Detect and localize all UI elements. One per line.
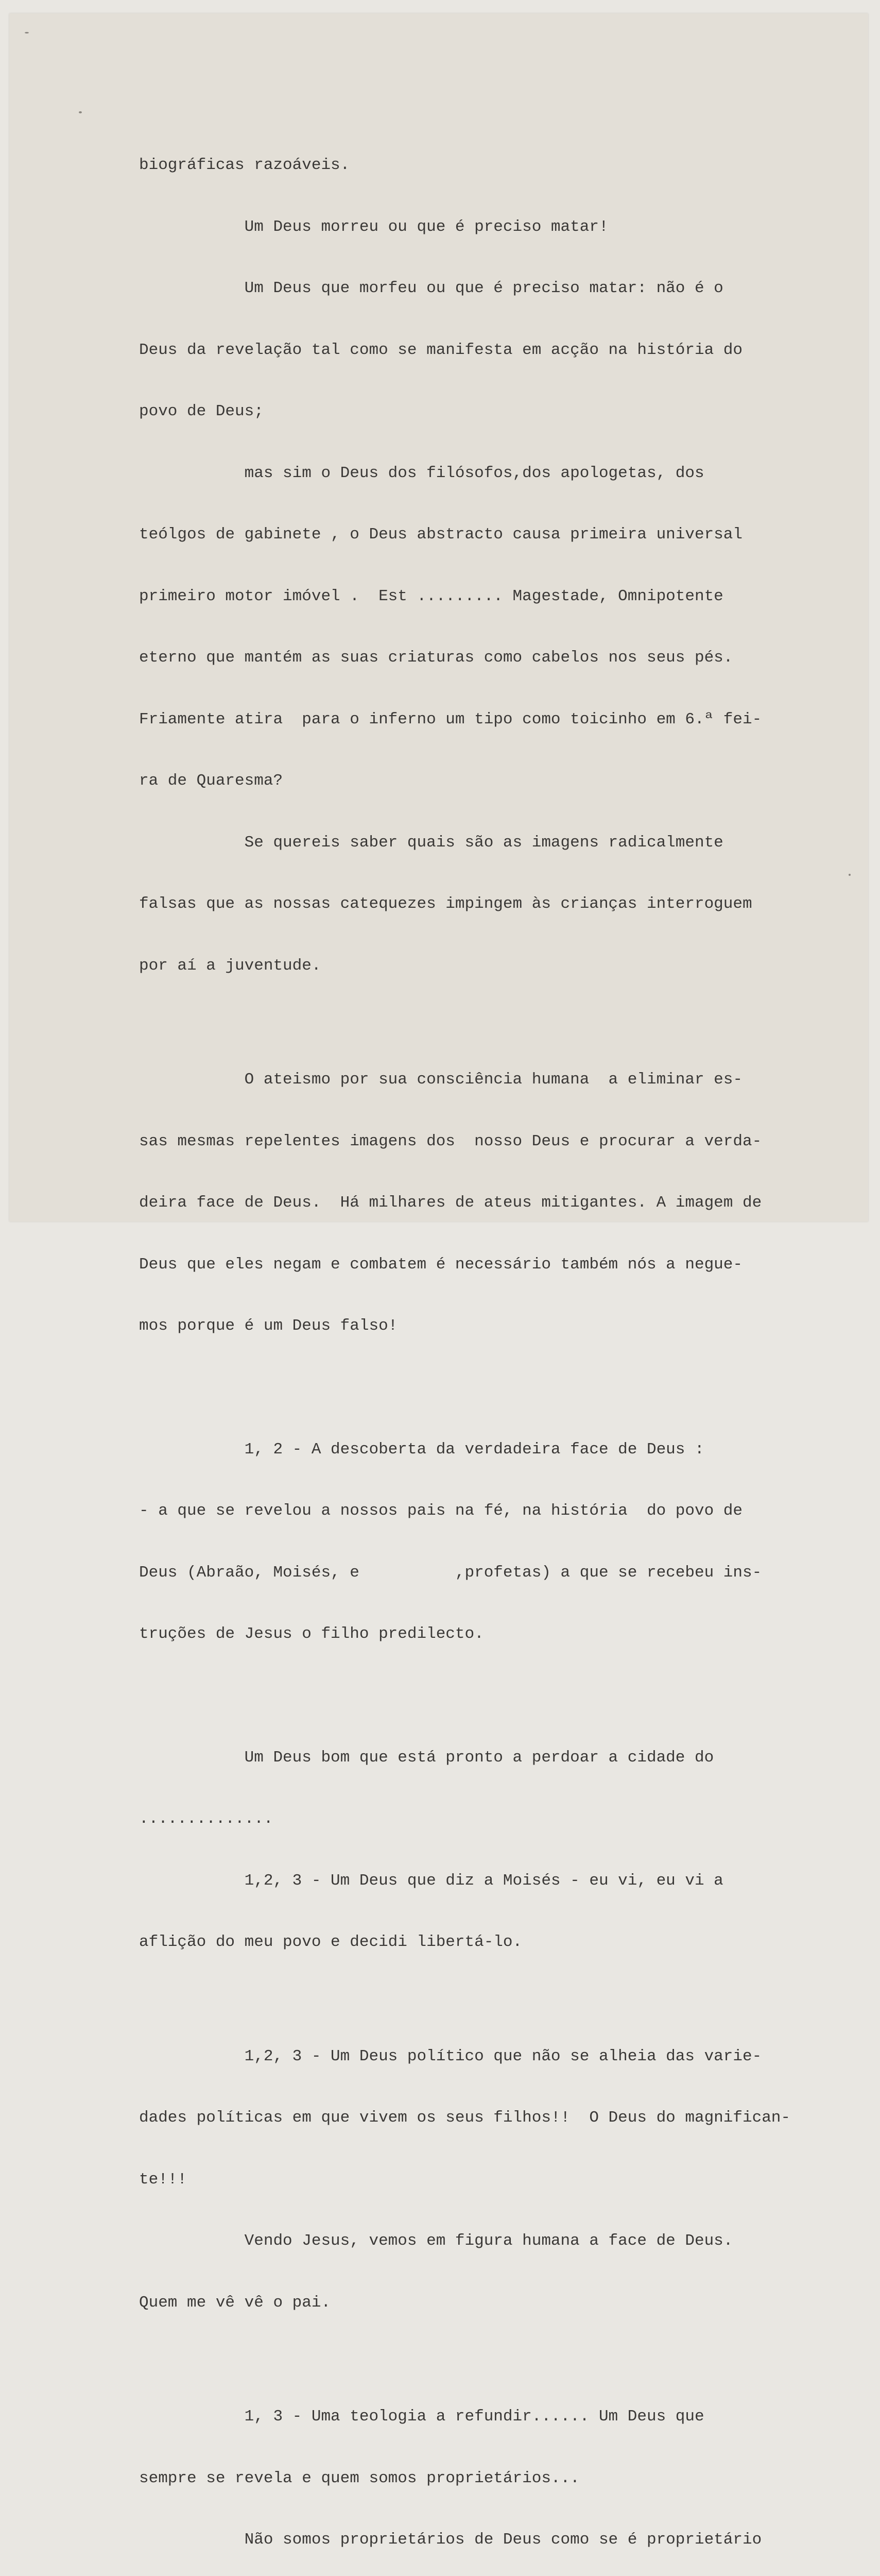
text-line: Vendo Jesus, vemos em figura humana a face de Deus. (139, 2232, 733, 2250)
text-line: Um Deus bom que está pronto a perdoar a cidade do (139, 1748, 714, 1767)
text-line: mas sim o Deus dos filósofos,dos apologetas, dos (139, 464, 704, 482)
text-line: 1,2, 3 - Um Deus político que não se alheia das varie- (139, 2047, 762, 2065)
text-line: Se quereis saber quais são as imagens radicalmente (139, 833, 723, 852)
text-line: .............. (139, 1810, 273, 1828)
text-line: - a que se revelou a nossos pais na fé, na história do povo de (139, 1502, 743, 1520)
text-line: Deus (Abraão, Moisés, e ,profetas) a que se recebeu ins- (139, 1563, 762, 1582)
text-line: sempre se revela e quem somos proprietários... (139, 2469, 580, 2487)
text-line: falsas que as nossas catequezes impingem às crianças interroguem (139, 895, 752, 913)
text-line: O ateismo por sua consciência humana a eliminar es- (139, 1071, 743, 1089)
ink-speck (25, 32, 29, 33)
text-line: 1, 2 - A descoberta da verdadeira face de Deus : (139, 1440, 704, 1459)
text-line: por aí a juventude. (139, 956, 321, 975)
text-line: biográficas razoáveis. (139, 156, 350, 174)
typed-text-body (139, 116, 844, 2576)
text-line: povo de Deus; (139, 402, 264, 420)
text-line: Um Deus que morfeu ou que é preciso matar: não é o (139, 279, 723, 297)
text-line: primeiro motor imóvel . Est ......... Magestade, Omnipotente (139, 587, 723, 605)
text-line: eterno que mantém as suas criaturas como cabelos nos seus pés. (139, 649, 733, 667)
text-line: ra de Quaresma? (139, 772, 283, 790)
text-line: truções de Jesus o filho predilecto. (139, 1625, 484, 1643)
ink-speck (849, 874, 851, 876)
text-line: dades políticas em que vivem os seus filhos!! O Deus do magnifican- (139, 2109, 791, 2127)
text-line: Não somos proprietários de Deus como se é proprietário (139, 2531, 762, 2549)
text-line: Um Deus morreu ou que é preciso matar! (139, 217, 609, 236)
text-line: te!!! (139, 2170, 187, 2189)
text-line: sas mesmas repelentes imagens dos nosso Deus e procurar a verda- (139, 1132, 762, 1150)
ink-speck (79, 111, 82, 113)
text-line: mos porque é um Deus falso! (139, 1317, 398, 1335)
text-line: 1,2, 3 - Um Deus que diz a Moisés - eu vi, eu vi a (139, 1871, 723, 1890)
text-line: teólgos de gabinete , o Deus abstracto causa primeira universal (139, 526, 743, 544)
text-line: 1, 3 - Uma teologia a refundir...... Um Deus que (139, 2408, 704, 2426)
text-line: Deus da revelação tal como se manifesta em acção na história do (139, 341, 743, 359)
text-line: Friamente atira para o inferno um tipo como toicinho em 6.ª fei- (139, 710, 762, 728)
text-line: aflição do meu povo e decidi libertá-lo. (139, 1933, 523, 1951)
text-line: Deus que eles negam e combatem é necessário também nós a negue- (139, 1255, 743, 1274)
text-line: Quem me vê vê o pai. (139, 2293, 331, 2312)
text-line: deira face de Deus. Há milhares de ateus mitigantes. A imagem de (139, 1194, 762, 1212)
